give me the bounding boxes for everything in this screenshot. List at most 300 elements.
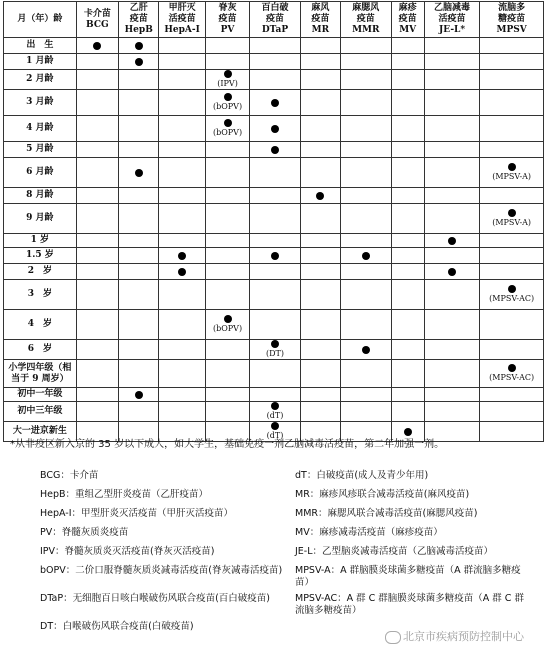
age-cell: 小学四年级（相当于 9 周岁）	[4, 360, 77, 388]
schedule-cell	[391, 90, 424, 116]
age-cell: 8 月龄	[4, 188, 77, 204]
schedule-cell	[480, 54, 544, 70]
age-cell: 6 岁	[4, 340, 77, 360]
schedule-cell	[250, 234, 300, 248]
schedule-cell	[119, 402, 159, 422]
schedule-cell	[250, 388, 300, 402]
dose-dot-icon	[224, 119, 232, 127]
schedule-cell	[341, 280, 391, 310]
schedule-cell	[76, 248, 118, 264]
dose-dot-icon	[271, 252, 279, 260]
schedule-cell	[119, 264, 159, 280]
age-cell: 4 月龄	[4, 116, 77, 142]
schedule-cell	[205, 90, 249, 116]
table-row	[4, 264, 544, 280]
dose-note: (MPSV-A)	[492, 218, 532, 227]
schedule-cell	[480, 70, 544, 90]
dose-dot-icon	[178, 268, 186, 276]
dose-dot-icon	[508, 209, 516, 217]
header-line: 疫苗	[129, 14, 148, 24]
schedule-cell	[205, 340, 249, 360]
header-line: 活疫苗	[168, 14, 196, 24]
schedule-cell	[480, 280, 544, 310]
dose-dot-icon	[448, 268, 456, 276]
schedule-cell	[76, 158, 118, 188]
legend-item: DTaP：无细胞百日咳白喉破伤风联合疫苗(百白破疫苗)	[40, 593, 271, 604]
schedule-cell	[119, 54, 159, 70]
table-row	[4, 54, 544, 70]
header-line: 疫苗	[218, 14, 237, 24]
schedule-cell	[159, 234, 205, 248]
age-cell: 1.5 岁	[4, 248, 77, 264]
legend-item: IPV：脊髓灰质炎灭活疫苗(脊灰灭活疫苗)	[40, 546, 215, 557]
vaccine-column-header	[424, 2, 480, 38]
schedule-cell	[205, 142, 249, 158]
schedule-cell	[250, 310, 300, 340]
legend-item: MPSV-A：A 群脑膜炎球菌多糖疫苗（A 群流脑多糖疫苗）	[295, 565, 521, 588]
schedule-cell	[250, 70, 300, 90]
table-row	[4, 70, 544, 90]
schedule-cell	[424, 54, 480, 70]
header-line: HepB	[124, 25, 153, 35]
header-line: 麻疹	[398, 3, 417, 13]
schedule-cell	[341, 360, 391, 388]
dose-dot-icon	[508, 285, 516, 293]
schedule-cell	[480, 234, 544, 248]
dose-dot-icon	[135, 42, 143, 50]
schedule-cell	[300, 38, 340, 54]
header-line: 疫苗	[311, 14, 330, 24]
age-cell: 9 月龄	[4, 204, 77, 234]
schedule-cell	[424, 70, 480, 90]
schedule-cell	[480, 402, 544, 422]
schedule-cell	[250, 402, 300, 422]
table-row	[4, 204, 544, 234]
schedule-cell	[119, 116, 159, 142]
header-line: BCG	[86, 19, 109, 30]
legend-item: JE-L：乙型脑炎减毒活疫苗（乙脑减毒活疫苗）	[295, 546, 494, 557]
schedule-cell	[341, 70, 391, 90]
schedule-cell	[391, 340, 424, 360]
dose-dot-icon	[508, 163, 516, 171]
schedule-cell	[250, 264, 300, 280]
schedule-cell	[424, 388, 480, 402]
table-row	[4, 142, 544, 158]
dose-dot-icon	[271, 340, 279, 348]
age-cell: 大一进京新生	[4, 422, 77, 442]
schedule-cell	[424, 280, 480, 310]
schedule-cell	[159, 158, 205, 188]
schedule-cell	[205, 388, 249, 402]
legend-item: bOPV：二价口服脊髓灰质炎减毒活疫苗(脊灰减毒活疫苗)	[40, 565, 283, 576]
schedule-cell	[250, 280, 300, 310]
schedule-cell	[159, 310, 205, 340]
schedule-cell	[250, 158, 300, 188]
schedule-cell	[159, 142, 205, 158]
table-row	[4, 310, 544, 340]
age-cell: 1 岁	[4, 234, 77, 248]
schedule-cell	[300, 142, 340, 158]
schedule-cell	[300, 90, 340, 116]
header-line: 脊灰	[218, 3, 237, 13]
schedule-cell	[391, 142, 424, 158]
table-row	[4, 402, 544, 422]
table-row	[4, 116, 544, 142]
schedule-cell	[480, 360, 544, 388]
header-line: 糖疫苗	[498, 14, 526, 24]
age-cell: 3 月龄	[4, 90, 77, 116]
dose-dot-icon	[271, 125, 279, 133]
schedule-cell	[480, 310, 544, 340]
schedule-cell	[424, 310, 480, 340]
dose-dot-icon	[404, 428, 412, 436]
schedule-cell	[424, 264, 480, 280]
schedule-cell	[424, 142, 480, 158]
table-row	[4, 340, 544, 360]
schedule-cell	[424, 90, 480, 116]
schedule-cell	[341, 188, 391, 204]
table-row	[4, 90, 544, 116]
dose-dot-icon	[271, 402, 279, 410]
schedule-cell	[391, 70, 424, 90]
schedule-cell	[250, 38, 300, 54]
schedule-cell	[119, 248, 159, 264]
age-cell: 3 岁	[4, 280, 77, 310]
schedule-cell	[119, 38, 159, 54]
header-line: MPSV	[496, 25, 527, 35]
schedule-cell	[76, 142, 118, 158]
schedule-cell	[300, 264, 340, 280]
dose-note: (MPSV-A)	[492, 172, 532, 181]
schedule-cell	[480, 204, 544, 234]
schedule-cell	[341, 90, 391, 116]
header-line: 流脑多	[498, 3, 526, 13]
dose-dot-icon	[362, 252, 370, 260]
schedule-cell	[159, 70, 205, 90]
vaccine-column-header	[480, 2, 544, 38]
schedule-cell	[76, 188, 118, 204]
table-row	[4, 360, 544, 388]
dose-dot-icon	[135, 391, 143, 399]
age-cell: 2 月龄	[4, 70, 77, 90]
schedule-cell	[424, 402, 480, 422]
dose-dot-icon	[508, 364, 516, 372]
schedule-cell	[205, 70, 249, 90]
schedule-cell	[76, 280, 118, 310]
table-row	[4, 158, 544, 188]
schedule-cell	[391, 310, 424, 340]
legend-item: PV：脊髓灰质炎疫苗	[40, 527, 129, 538]
schedule-cell	[424, 158, 480, 188]
schedule-cell	[391, 402, 424, 422]
vaccine-column-header	[159, 2, 205, 38]
schedule-cell	[300, 360, 340, 388]
header-line: 乙脑减毒	[434, 3, 471, 13]
dose-dot-icon	[362, 346, 370, 354]
schedule-cell	[119, 204, 159, 234]
vaccine-column-header	[119, 2, 159, 38]
schedule-cell	[159, 264, 205, 280]
schedule-cell	[300, 388, 340, 402]
schedule-cell	[480, 340, 544, 360]
schedule-cell	[341, 54, 391, 70]
immunization-schedule-table	[3, 1, 544, 442]
schedule-cell	[341, 310, 391, 340]
footnote: *从非疫区新入京的 35 岁以下成人，如大学生，基础免疫一剂乙脑减毒活疫苗，第二年加强一剂。	[10, 439, 445, 450]
schedule-cell	[424, 340, 480, 360]
schedule-cell	[391, 204, 424, 234]
vaccine-column-header	[300, 2, 340, 38]
schedule-cell	[76, 90, 118, 116]
schedule-cell	[300, 310, 340, 340]
header-line: 疫苗	[265, 14, 284, 24]
dose-note: (bOPV)	[213, 102, 243, 111]
schedule-cell	[205, 54, 249, 70]
header-line: 活疫苗	[438, 14, 466, 24]
schedule-cell	[76, 402, 118, 422]
header-line: 甲肝灭	[168, 3, 196, 13]
age-cell: 出 生	[4, 38, 77, 54]
schedule-cell	[341, 158, 391, 188]
dose-dot-icon	[224, 70, 232, 78]
schedule-cell	[159, 188, 205, 204]
schedule-cell	[300, 280, 340, 310]
dose-note: (IPV)	[217, 79, 238, 88]
dose-dot-icon	[316, 192, 324, 200]
schedule-cell	[300, 70, 340, 90]
legend-item: BCG：卡介苗	[40, 470, 99, 481]
schedule-cell	[391, 360, 424, 388]
schedule-cell	[391, 248, 424, 264]
schedule-cell	[159, 402, 205, 422]
legend-item: DT：白喉破伤风联合疫苗(白破疫苗)	[40, 621, 194, 632]
schedule-cell	[424, 188, 480, 204]
dose-dot-icon	[135, 58, 143, 66]
table-row	[4, 38, 544, 54]
schedule-cell	[76, 38, 118, 54]
schedule-cell	[250, 248, 300, 264]
schedule-cell	[391, 388, 424, 402]
schedule-cell	[250, 54, 300, 70]
header-line: MR	[311, 25, 330, 35]
watermark-text: 北京市疾病预防控制中心	[403, 630, 524, 643]
table-row	[4, 234, 544, 248]
schedule-cell	[424, 116, 480, 142]
schedule-cell	[159, 388, 205, 402]
legend-item: MPSV-AC：A 群 C 群脑膜炎球菌多糖疫苗（A 群 C 群流脑多糖疫苗）	[295, 593, 524, 616]
schedule-cell	[76, 54, 118, 70]
dose-dot-icon	[271, 99, 279, 107]
vaccine-column-header	[391, 2, 424, 38]
schedule-cell	[250, 188, 300, 204]
schedule-cell	[300, 188, 340, 204]
schedule-cell	[119, 280, 159, 310]
table-row	[4, 188, 544, 204]
schedule-cell	[300, 116, 340, 142]
schedule-cell	[480, 388, 544, 402]
schedule-cell	[159, 204, 205, 234]
header-line: MMR	[352, 25, 380, 35]
schedule-cell	[159, 90, 205, 116]
dose-note: (dT)	[266, 431, 284, 440]
dose-note: (MPSV-AC)	[489, 294, 535, 303]
header-line: HepA-I	[164, 25, 200, 35]
schedule-cell	[480, 158, 544, 188]
watermark	[385, 628, 524, 644]
schedule-cell	[205, 248, 249, 264]
schedule-cell	[250, 360, 300, 388]
schedule-cell	[119, 388, 159, 402]
dose-dot-icon	[93, 42, 101, 50]
schedule-cell	[424, 360, 480, 388]
schedule-cell	[341, 234, 391, 248]
table-row	[4, 388, 544, 402]
header-line: 月（年）龄	[17, 14, 63, 24]
schedule-cell	[391, 280, 424, 310]
schedule-cell	[119, 310, 159, 340]
dose-note: (DT)	[265, 349, 284, 358]
header-line: 卡介苗	[83, 8, 111, 19]
header-line: 疫苗	[356, 14, 375, 24]
legend-item: MV：麻疹减毒活疫苗（麻疹疫苗）	[295, 527, 443, 538]
dose-dot-icon	[135, 169, 143, 177]
schedule-cell	[119, 340, 159, 360]
schedule-cell	[119, 234, 159, 248]
schedule-cell	[480, 248, 544, 264]
header-line: 乙肝	[129, 3, 148, 13]
age-cell: 5 月龄	[4, 142, 77, 158]
schedule-cell	[119, 142, 159, 158]
dose-note: (bOPV)	[213, 128, 243, 137]
schedule-cell	[480, 38, 544, 54]
header-line: 百白破	[261, 3, 289, 13]
schedule-cell	[391, 116, 424, 142]
header-line: MV	[399, 25, 417, 35]
schedule-cell	[205, 310, 249, 340]
dose-dot-icon	[224, 93, 232, 101]
schedule-cell	[341, 248, 391, 264]
header-line: 麻腮风	[352, 3, 380, 13]
header-line: 麻风	[311, 3, 330, 13]
age-cell: 1 月龄	[4, 54, 77, 70]
schedule-cell	[391, 188, 424, 204]
schedule-cell	[480, 264, 544, 280]
schedule-cell	[341, 264, 391, 280]
schedule-cell	[341, 38, 391, 54]
schedule-cell	[424, 38, 480, 54]
schedule-cell	[76, 340, 118, 360]
dose-note: (bOPV)	[213, 324, 243, 333]
header-line: JE-L*	[439, 25, 466, 35]
schedule-cell	[250, 116, 300, 142]
schedule-cell	[250, 340, 300, 360]
schedule-cell	[119, 70, 159, 90]
age-cell: 2 岁	[4, 264, 77, 280]
schedule-cell	[341, 142, 391, 158]
schedule-cell	[205, 360, 249, 388]
dose-note: (MPSV-AC)	[489, 373, 535, 382]
schedule-cell	[119, 90, 159, 116]
schedule-cell	[391, 264, 424, 280]
schedule-cell	[341, 116, 391, 142]
schedule-cell	[300, 402, 340, 422]
schedule-cell	[250, 204, 300, 234]
legend-item: HepA-I：甲型肝炎灭活疫苗（甲肝灭活疫苗）	[40, 508, 234, 519]
age-cell: 初中三年级	[4, 402, 77, 422]
schedule-cell	[250, 90, 300, 116]
vaccine-column-header	[205, 2, 249, 38]
schedule-cell	[205, 188, 249, 204]
schedule-cell	[159, 360, 205, 388]
dose-dot-icon	[271, 422, 279, 430]
legend-item: MR：麻疹风疹联合减毒活疫苗(麻风疫苗)	[295, 489, 470, 500]
legend-item: dT：白破疫苗(成人及青少年用)	[295, 470, 429, 481]
schedule-cell	[480, 142, 544, 158]
schedule-cell	[341, 402, 391, 422]
vaccine-column-header	[250, 2, 300, 38]
schedule-cell	[391, 54, 424, 70]
schedule-cell	[391, 234, 424, 248]
age-cell: 6 月龄	[4, 158, 77, 188]
schedule-cell	[424, 204, 480, 234]
schedule-cell	[391, 158, 424, 188]
vaccine-column-header	[76, 2, 118, 38]
legend-item: MMR：麻腮风联合减毒活疫苗(麻腮风疫苗)	[295, 508, 478, 519]
schedule-cell	[76, 388, 118, 402]
schedule-cell	[159, 116, 205, 142]
age-column-header	[4, 2, 77, 38]
schedule-cell	[76, 264, 118, 280]
schedule-cell	[205, 280, 249, 310]
schedule-cell	[341, 388, 391, 402]
schedule-cell	[76, 204, 118, 234]
schedule-cell	[159, 38, 205, 54]
schedule-cell	[205, 264, 249, 280]
schedule-cell	[159, 248, 205, 264]
schedule-cell	[300, 234, 340, 248]
schedule-cell	[480, 90, 544, 116]
schedule-cell	[76, 310, 118, 340]
schedule-cell	[341, 340, 391, 360]
vaccine-column-header	[341, 2, 391, 38]
dose-dot-icon	[271, 146, 279, 154]
schedule-cell	[159, 54, 205, 70]
schedule-cell	[76, 70, 118, 90]
schedule-cell	[205, 234, 249, 248]
dose-note: (dT)	[266, 411, 284, 420]
schedule-cell	[205, 158, 249, 188]
dose-dot-icon	[224, 315, 232, 323]
schedule-cell	[76, 234, 118, 248]
schedule-cell	[205, 204, 249, 234]
weibo-icon	[385, 631, 401, 644]
schedule-cell	[76, 116, 118, 142]
schedule-cell	[300, 54, 340, 70]
dose-dot-icon	[448, 237, 456, 245]
table-row	[4, 280, 544, 310]
schedule-cell	[205, 116, 249, 142]
schedule-cell	[119, 188, 159, 204]
schedule-cell	[159, 340, 205, 360]
header-line: 疫苗	[398, 14, 417, 24]
schedule-cell	[159, 280, 205, 310]
schedule-cell	[205, 402, 249, 422]
table-row	[4, 248, 544, 264]
schedule-cell	[480, 116, 544, 142]
header-line: DTaP	[261, 25, 289, 35]
schedule-cell	[300, 204, 340, 234]
schedule-cell	[341, 204, 391, 234]
